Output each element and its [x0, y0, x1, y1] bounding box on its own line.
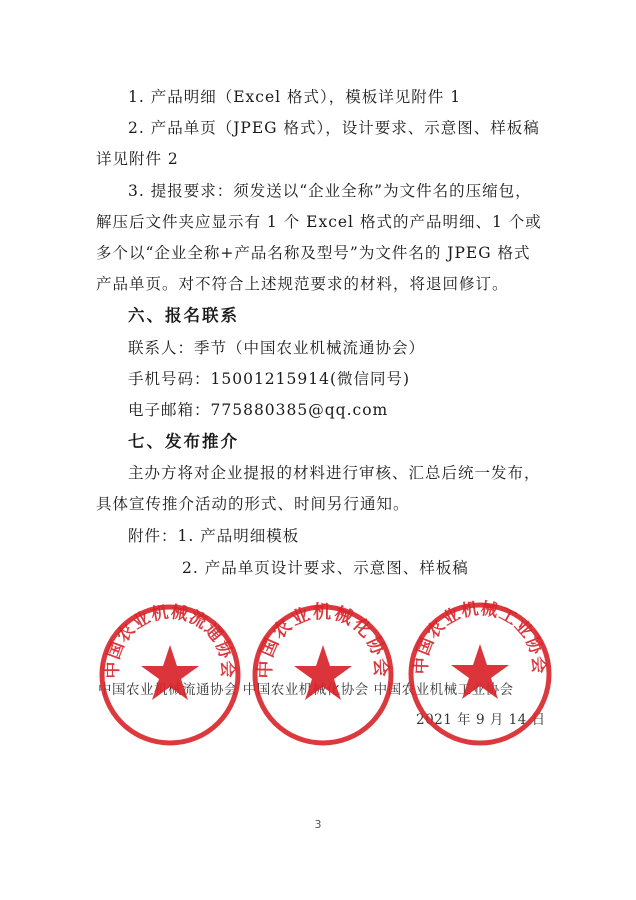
contact-email: 电子邮箱：775880385@qq.com [128, 401, 389, 419]
star-icon [294, 645, 352, 700]
contact-person: 联系人：季节（中国农业机械流通协会） [128, 339, 426, 357]
star-icon [141, 645, 199, 700]
contact-phone: 手机号码：15001215914(微信同号) [128, 370, 411, 388]
star-icon [451, 644, 509, 699]
svg-text:中国农业机械流通协会: 中国农业机械流通协会 [102, 602, 238, 679]
svg-text:中国农业机械化协会: 中国农业机械化协会 [254, 602, 392, 679]
list-item-2: 2. 产品单页（JPEG 格式），设计要求、示意图、样板稿 [128, 119, 540, 137]
attachment-1: 附件：1. 产品明细模板 [128, 527, 300, 545]
seal-industry-association [404, 598, 556, 750]
seal-circulation-association [95, 600, 245, 750]
signature-date: 2021 年 9 月 14 日 [416, 712, 546, 728]
section-heading-6: 六、报名联系 [128, 306, 239, 325]
list-item-3-cont-a: 解压后文件夹应显示有 1 个 Excel 格式的产品明细、1 个或 [96, 213, 542, 231]
page-number: 3 [314, 818, 322, 831]
publish-paragraph-1: 主办方将对企业提报的材料进行审核、汇总后统一发布， [128, 464, 541, 482]
svg-text:中国农业机械工业协会: 中国农业机械工业协会 [411, 598, 549, 675]
attachment-2: 2. 产品单页设计要求、示意图、样板稿 [182, 559, 469, 577]
list-item-1: 1. 产品明细（Excel 格式），模板详见附件 1 [128, 88, 462, 106]
signature-organizations: 中国农业机械流通协会 中国农业机械化协会 中国农业机械工业协会 [98, 682, 514, 698]
publish-paragraph-2: 具体宣传推介活动的形式、时间另行通知。 [96, 495, 410, 513]
list-item-3-cont-b: 多个以“企业全称+产品名称及型号”为文件名的 JPEG 格式 [96, 244, 531, 262]
seal-mechanization-association [248, 600, 398, 750]
list-item-3-cont-c: 产品单页。对不符合上述规范要求的材料，将退回修订。 [96, 275, 509, 293]
list-item-3: 3. 提报要求：须发送以“企业全称”为文件名的压缩包， [128, 182, 532, 200]
section-heading-7: 七、发布推介 [128, 432, 239, 451]
list-item-2-cont: 详见附件 2 [96, 150, 179, 168]
